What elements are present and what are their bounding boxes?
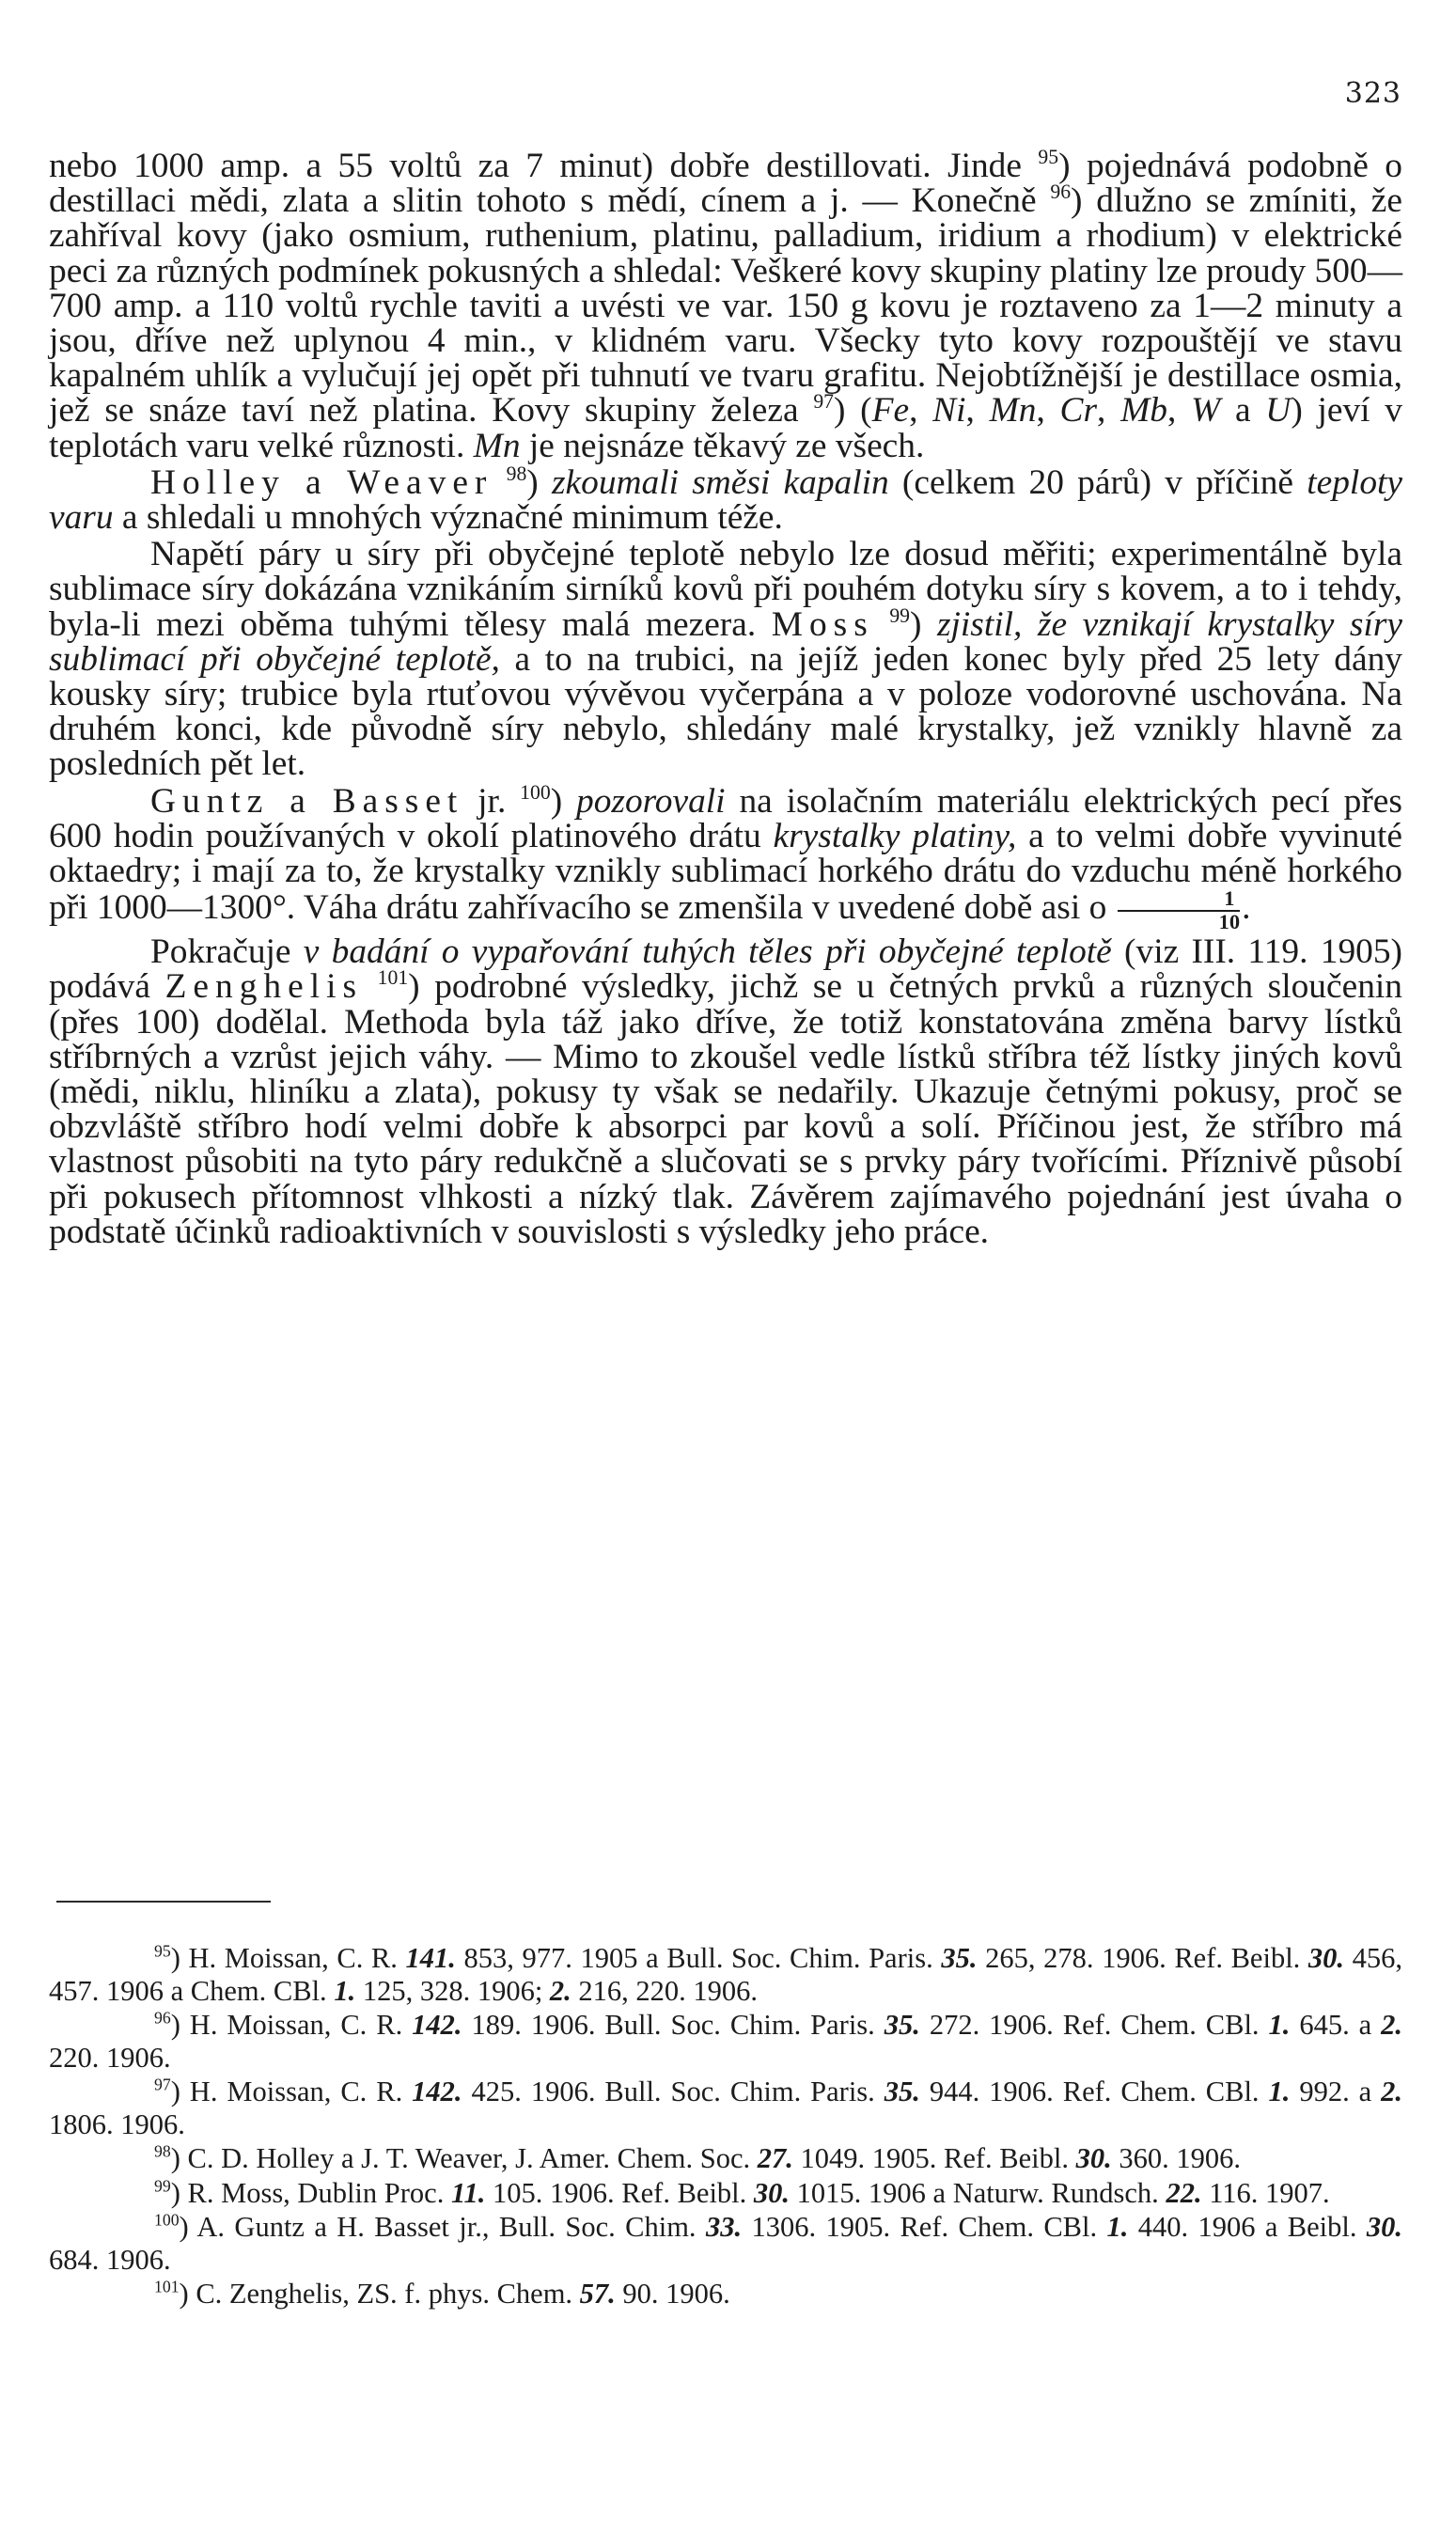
text-run: (viz III. 119. 1905) podává bbox=[49, 932, 1402, 1007]
text-run: C. D. Holley a J. T. Weaver, J. Amer. Chem. Soc. bbox=[187, 2142, 751, 2174]
text-run: na isolačním materiálu elektrických pecí přes 600 hodin používaných v okolí platinového drátu bbox=[49, 781, 1402, 855]
footnote-96: $^{96}$) H. Moissan, C. R. 142. 189. 1906. Bull. Soc. Chim. Paris. 35. 272. 1906. Ref. Chem. CBl. 1. 645. a 2. 220. 1906. bbox=[49, 2008, 1403, 2074]
footnote-number: 100 bbox=[154, 2210, 180, 2230]
element-symbol: Mn bbox=[989, 391, 1037, 431]
text-run: 90. 1906. bbox=[622, 2278, 730, 2310]
text-run: (celkem 20 párů) v příčině bbox=[901, 462, 1294, 502]
footnote-95: $^{95}$) H. Moissan, C. R. 141. 853, 977. 1905 a Bull. Soc. Chim. Paris. 35. 265, 278. 1906. Ref. Beibl. 30. 456, 457. 1906 a Chem. CBl. 1. 125, 328. 1906; 2. 216, 220. 1906. bbox=[49, 1941, 1403, 2007]
text-run: H. Moissan, C. R. bbox=[188, 1942, 398, 1974]
volume-number: 2. bbox=[549, 1974, 571, 2007]
volume-number: 2. bbox=[1381, 2076, 1403, 2107]
text-run: Napětí páry u síry při obyčejné teplotě nebylo lze dosud měřiti; experimentálně byla sublimace síry dokázána vznikáním sirníků kovů při pouhém dotyku síry s kovem, a to i tehdy, byla-li mezi oběma tuhými tělesy malá mezera. bbox=[49, 535, 1402, 644]
emphasis: zjistil, že vznikají krystalky síry sublimací při obyčejné teplotě, bbox=[49, 604, 1402, 679]
footnote-ref-101[interactable]: 101 bbox=[377, 966, 409, 990]
text-run: 440. 1906 a Beibl. bbox=[1137, 2211, 1357, 2243]
footnote-ref-95[interactable]: 95 bbox=[1038, 145, 1059, 168]
text-run: C. Zenghelis, ZS. f. phys. Chem. bbox=[196, 2278, 573, 2310]
volume-number: 35. bbox=[884, 2076, 920, 2107]
text-run: 456, 457. 1906 a Chem. CBl. bbox=[49, 1942, 1403, 2007]
footnote-ref-96[interactable]: 96 bbox=[1050, 180, 1072, 204]
text-run: ) pojednává podobně o destillaci mědi, zlata a slitin tohoto s mědí, cínem a j. — Konečně bbox=[49, 147, 1402, 221]
emphasis: krystalky platiny, bbox=[773, 816, 1017, 855]
element-symbol: Ni bbox=[932, 391, 966, 431]
text-run: 189. 1906. Bull. Soc. Chim. Paris. bbox=[471, 2009, 875, 2041]
element-symbol: W bbox=[1191, 391, 1221, 431]
volume-number: 11. bbox=[450, 2176, 486, 2209]
footnote-97: $^{97}$) H. Moissan, C. R. 142. 425. 1906. Bull. Soc. Chim. Paris. 35. 944. 1906. Ref. Chem. CBl. 1. 992. a 2. 1806. 1906. bbox=[49, 2075, 1403, 2140]
text-run: 853, 977. 1905 a Bull. Soc. Chim. Paris. bbox=[463, 1942, 933, 1974]
paragraph-holley-weaver: Holley a Weaver $^{98}$) zkoumali směsi kapalin (celkem 20 párů) v příčině teploty varu a shledali u mnohých význačné minimum téže. bbox=[49, 462, 1402, 538]
footnote-ref-98[interactable]: 98 bbox=[506, 462, 527, 485]
paragraph-moss: Napětí páry u síry při obyčejné teplotě nebylo lze dosud měřiti; experimentálně byla sublimace síry dokázána vznikáním sirníků kovů při pouhém dotyku síry s kovem, a to i tehdy, byla-li mezi oběma tuhými tělesy malá mezera. Moss $^{99}$) zjistil, že vznikají krystalky síry sublimací při obyčejné teplotě, a to na trubici, na jejíž jeden konec byly před 25 lety dány kousky síry; trubice byla rtuťovou vývěvou vyčerpána a v poloze vodorovné uschována. Na druhém konci, kde původně síry nebylo, shledány malé krystalky, jež vznikly hlavně za posledních pět let. bbox=[49, 535, 1402, 784]
element-symbol: Cr bbox=[1059, 391, 1098, 431]
text-run: 425. 1906. Bull. Soc. Chim. Paris. bbox=[471, 2076, 875, 2107]
text-run: 125, 328. 1906; bbox=[362, 1974, 543, 2007]
emphasis: pozorovali bbox=[576, 781, 726, 821]
text-run: 1806. 1906. bbox=[49, 2107, 185, 2140]
text-run: ) ( bbox=[834, 391, 872, 431]
emphasis: v badání o vypařování tuhých těles při obyčejné teplotě bbox=[303, 932, 1112, 972]
footnote-101: $^{101}$) C. Zenghelis, ZS. f. phys. Chem. 57. 90. 1906. bbox=[154, 2277, 730, 2310]
text-run: a shledali u mnohých význačné minimum téže. bbox=[121, 498, 783, 538]
volume-number: 35. bbox=[941, 1942, 978, 1974]
footnote-number: 96 bbox=[154, 2008, 171, 2028]
text-run: 1049. 1905. Ref. Beibl. bbox=[800, 2142, 1069, 2174]
footnote-number: 95 bbox=[154, 1941, 171, 1961]
author-name: Moss bbox=[771, 604, 874, 644]
volume-number: 27. bbox=[757, 2142, 793, 2174]
fraction-numerator: 1 bbox=[1118, 888, 1240, 911]
volume-number: 2. bbox=[1381, 2009, 1403, 2041]
element-symbol: U bbox=[1265, 391, 1292, 431]
text-run: 992. a bbox=[1299, 2076, 1372, 2107]
text-run: H. Moissan, C. R. bbox=[189, 2076, 403, 2107]
fraction-denominator: 10 bbox=[1218, 909, 1241, 933]
footnote-number: 99 bbox=[154, 2176, 171, 2196]
text-run: 216, 220. 1906. bbox=[578, 1974, 759, 2007]
main-text bbox=[49, 145, 1402, 1251]
text-run: a to na trubici, na jejíž jeden konec byly před 25 lety dány kousky síry; trubice byla rtuťovou vývěvou vyčerpána a v poloze vodorovné uschována. Na druhém konci, kde původně síry nebylo, shledány malé krystalky, jež vznikly hlavně za posledních pět let. bbox=[49, 639, 1402, 784]
text-run: je nejsnáze těkavý ze všech. bbox=[528, 426, 925, 465]
emphasis: teploty varu bbox=[49, 462, 1402, 538]
volume-number: 30. bbox=[753, 2176, 791, 2209]
volume-number: 142. bbox=[412, 2009, 462, 2041]
text-run: a to velmi dobře vyvinuté oktaedry; i mají za to, že krystalky vznikly sublimací horkého drátu do vzduchu méně horkého při 1000—1300°. Váha drátu zahřívacího se zmenšila v uvedené době asi o bbox=[49, 816, 1402, 928]
text-run: 645. a bbox=[1299, 2009, 1372, 2041]
emphasis: zkoumali směsi kapalin bbox=[551, 462, 889, 502]
page-number: 323 bbox=[1344, 77, 1401, 110]
text-run: 105. 1906. Ref. Beibl. bbox=[493, 2176, 747, 2209]
text-run: . bbox=[1242, 888, 1251, 928]
paragraph-zenghelis bbox=[49, 934, 1402, 1249]
footnote-100: $^{100}$) A. Guntz a H. Basset jr., Bull. Soc. Chim. 33. 1306. 1905. Ref. Chem. CBl. 1. 440. 1906 a Beibl. 30. 684. 1906. bbox=[49, 2210, 1402, 2276]
footnote-number: 101 bbox=[154, 2277, 180, 2296]
volume-number: 141. bbox=[405, 1942, 456, 1974]
volume-number: 33. bbox=[705, 2211, 743, 2243]
footnote-98: $^{98}$) C. D. Holley a J. T. Weaver, J. Amer. Chem. Soc. 27. 1049. 1905. Ref. Beibl. 30. 360. 1906. bbox=[154, 2141, 1241, 2174]
volume-number: 1. bbox=[1106, 2211, 1129, 2243]
paragraph-moissan-continuation: nebo 1000 amp. a 55 voltů za 7 minut) dobře destillovati. Jinde $^{95}$) pojednává podobně o destillaci mědi, zlata a slitin tohoto s mědí, cínem a j. — Konečně $^{96}$) dlužno se zmíniti, že zahříval kovy (jako osmium, ruthenium, platinu, palladium, iridium a rhodium) v elektrické peci za různých podmínek pokusných a shledal: Veškeré kovy skupiny platiny lze proudy 500—700 amp. a 110 voltů rychle taviti a uvésti ve var. 150 g kovu je roztaveno za 1—2 minuty a jsou, dříve než uplynou 4 min., v klidném varu. Všecky tyto kovy rozpouštějí ve stavu kapalném uhlík a vylučují jej opět při tuhnutí ve tvaru grafitu. Nejobtížnější je destillace osmia, jež se snáze taví než platina. Kovy skupiny železa $^{97}$) (Fe, Ni, Mn, Cr, Mb, W a U) jeví v teplotách varu velké různosti. Mn je nejsnáze těkavý ze všech. bbox=[49, 145, 1402, 465]
text-run: 1015. 1906 a Naturw. Rundsch. bbox=[796, 2176, 1159, 2209]
text-run: ) podrobné výsledky, jichž se u četných prvků a různých sloučenin (přes 100) dodělal. Methoda byla táž jako dříve, že totiž konstatována změna barvy lístků stříbrných a vzrůst jejich váhy. — Mimo to zkoušel vedle lístků stříbra též lístky jiných kovů (mědi, niklu, hliníku a zlata), pokusy ty však se nedařily. Ukazuje četnými pokusy, proč se obzvláště stříbro hodí velmi dobře k absorpci par kovů a solí. Příčinou jest, že stříbro má vlastnost působiti na tyto páry redukčně a slučovati se s prvky páry tvořícími. Příznivě působí při pokusech přítomnost vlhkosti a nízký tlak. Závěrem zajímavého pojednání jest úvaha o podstatě účinků radioaktivních v souvislosti s výsledky jeho práce. bbox=[49, 967, 1402, 1251]
volume-number: 22. bbox=[1166, 2176, 1202, 2209]
text-run: Pokračuje bbox=[150, 932, 291, 972]
volume-number: 142. bbox=[412, 2076, 462, 2107]
volume-number: 1. bbox=[1268, 2076, 1291, 2107]
text-run: jr. bbox=[478, 781, 507, 821]
volume-number: 35. bbox=[884, 2009, 920, 2041]
fraction bbox=[1118, 888, 1240, 932]
paragraph-guntz-basset: Guntz a Basset jr. $^{100}$) pozorovali na isolačním materiálu elektrických pecí přes 600 hodin používaných v okolí platinového drátu krystalky platiny, a to velmi dobře vyvinuté oktaedry; i mají za to, že krystalky vznikly sublimací horkého drátu do vzduchu méně horkého při 1000—1300°. Váha drátu zahřívacího se zmenšila v uvedené době asi o $\frac{1}{10}$ . bbox=[49, 780, 1402, 933]
text-run: A. Guntz a H. Basset jr., Bull. Soc. Chim. bbox=[196, 2211, 697, 2243]
volume-number: 30. bbox=[1366, 2211, 1402, 2243]
text-run: 944. 1906. Ref. Chem. CBl. bbox=[929, 2076, 1260, 2107]
footnote-number: 98 bbox=[154, 2141, 171, 2161]
footnote-ref-97[interactable]: 97 bbox=[813, 390, 834, 414]
element-symbol: Mb bbox=[1120, 391, 1167, 431]
text-run: ) dlužno se zmíniti, že zahříval kovy (jako osmium, ruthenium, platinu, palladium, iridium a rhodium) v elektrické peci za různých podmínek pokusných a shledal: Veškeré kovy skupiny platiny lze proudy 500—700 amp. a 110 voltů rychle taviti a uvésti ve var. 150 g kovu je roztaveno za 1—2 minuty a jsou, dříve než uplynou 4 min., v klidném varu. Všecky tyto kovy rozpouštějí ve stavu kapalném uhlík a vylučují jej opět při tuhnutí ve tvaru grafitu. Nejobtížnější je destillace osmia, jež se snáze taví než platina. Kovy skupiny železa bbox=[49, 181, 1402, 431]
volume-number: 1. bbox=[1268, 2009, 1291, 2041]
footnote-ref-100[interactable]: 100 bbox=[520, 780, 551, 804]
author-name: Holley a Weaver bbox=[150, 462, 493, 502]
footnote-ref-99[interactable]: 99 bbox=[889, 603, 910, 627]
text-run: ) jeví v teplotách varu velké různosti. bbox=[49, 391, 1402, 465]
footnote-number: 97 bbox=[154, 2075, 171, 2094]
footnote-divider bbox=[56, 1901, 271, 1903]
text-run: R. Moss, Dublin Proc. bbox=[187, 2176, 445, 2209]
text-run: H. Moissan, C. R. bbox=[189, 2009, 403, 2041]
volume-number: 57. bbox=[579, 2278, 616, 2310]
text-run: 265, 278. 1906. Ref. Beibl. bbox=[985, 1942, 1301, 1974]
volume-number: 30. bbox=[1307, 1942, 1345, 1974]
footnotes bbox=[49, 1942, 1402, 2312]
element-symbol: Fe bbox=[871, 391, 910, 431]
volume-number: 30. bbox=[1075, 2142, 1112, 2174]
author-name: Guntz a Basset bbox=[150, 781, 464, 821]
element-symbol: Mn bbox=[473, 426, 521, 465]
text-run: 220. 1906. bbox=[49, 2041, 171, 2074]
text-run: 116. 1907. bbox=[1209, 2176, 1330, 2209]
text-run: 360. 1906. bbox=[1119, 2142, 1241, 2174]
text-run: 1306. 1905. Ref. Chem. CBl. bbox=[751, 2211, 1098, 2243]
author-name: Zenghelis bbox=[164, 967, 364, 1007]
text-run: 272. 1906. Ref. Chem. CBl. bbox=[929, 2009, 1260, 2041]
volume-number: 1. bbox=[334, 1974, 356, 2007]
footnote-99: $^{99}$) R. Moss, Dublin Proc. 11. 105. 1906. Ref. Beibl. 30. 1015. 1906 a Naturw. Rundsch. 22. 116. 1907. bbox=[154, 2176, 1330, 2209]
text-run: nebo 1000 amp. a 55 voltů za 7 minut) dobře destillovati. Jinde bbox=[49, 147, 1022, 185]
text-run: 684. 1906. bbox=[49, 2243, 171, 2276]
